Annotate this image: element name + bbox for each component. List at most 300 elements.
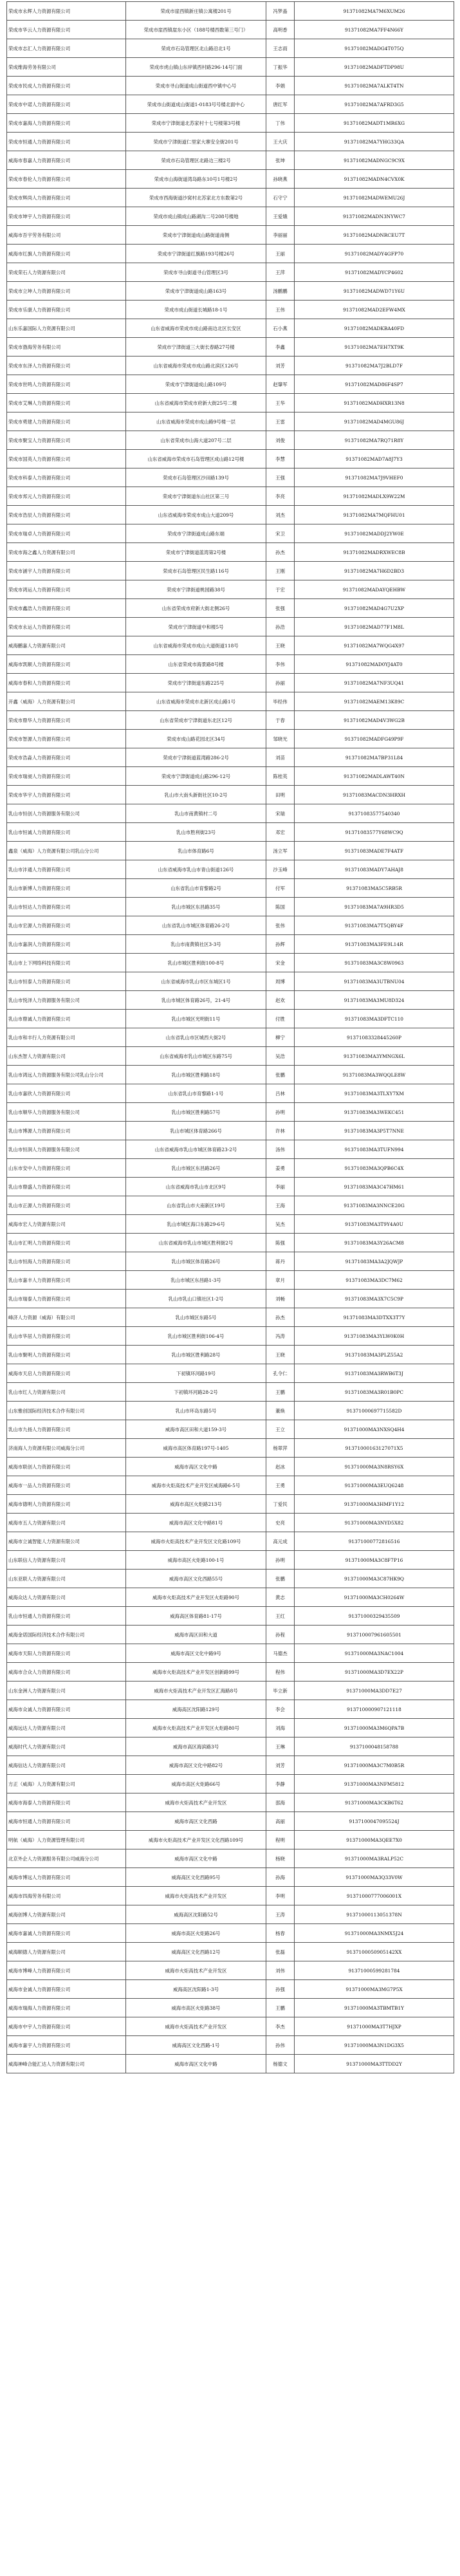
address-cell: 威海高区文化西路12号 (126, 1943, 266, 1961)
credit-code-cell: 91371082MA7BP31L84 (295, 748, 454, 767)
credit-code-cell: 91371083MA3Y26ACM8 (295, 1234, 454, 1252)
table-row (7, 58, 454, 77)
address-cell: 威海高区文化西路-1号 (126, 2036, 266, 2055)
table-row (7, 2, 454, 21)
company-name-cell: 威海市春和人力资源有限公司 (7, 674, 126, 692)
credit-code-cell: 91371083MA3TUFN994 (295, 1140, 454, 1159)
address-cell: 荣成市成山路花园北区34号 (126, 730, 266, 748)
legal-person-cell: 王强 (266, 468, 295, 487)
address-cell: 荣成市石岛管理区民生路116号 (126, 562, 266, 580)
table-row (7, 655, 454, 674)
company-name-cell: 威海市五人力资源有限公司 (7, 1514, 126, 1532)
credit-code-cell: 91371083MA3YMNGX6L (295, 1047, 454, 1066)
address-cell: 乳山市城区胜利路18号 (126, 1066, 266, 1084)
credit-code-cell: 91371000MA3C7M0B5R (295, 1756, 454, 1775)
company-name-cell: 乳山市汇明人力资源有限公司 (7, 1234, 126, 1252)
address-cell: 威海市火炬高技术产业开发区 (126, 2017, 266, 2036)
legal-person-cell: 孙强 (266, 1980, 295, 1999)
legal-person-cell: 王鹏 (266, 1383, 295, 1402)
credit-code-cell: 91371000MA3C87HK9Q (295, 1570, 454, 1588)
company-name-cell: 荣成市涵宇人力资源有限公司 (7, 562, 126, 580)
table-row (7, 1514, 454, 1532)
legal-person-cell: 王海 (266, 1196, 295, 1215)
legal-person-cell: 邹晓光 (266, 730, 295, 748)
company-name-cell: 威海市四海劳务有限公司 (7, 1887, 126, 1905)
table-row (7, 1402, 454, 1420)
table-row (7, 1682, 454, 1700)
table-row (7, 1066, 454, 1084)
address-cell: 荣成市山街道成山街道1-0183号号楼北面中心 (126, 95, 266, 114)
address-cell: 威海市高区体育路197号-1405 (126, 1439, 266, 1458)
legal-person-cell: 李慧 (266, 450, 295, 468)
address-cell: 荣成市宁津街道红旗路193号楼26号 (126, 245, 266, 263)
address-cell: 山东省乳山市大南新区19号 (126, 1196, 266, 1215)
company-name-cell: 威海众达人力资源有限公司 (7, 1588, 126, 1607)
legal-person-cell: 程明 (266, 1831, 295, 1849)
table-row (7, 1327, 454, 1346)
legal-person-cell: 宋金 (266, 954, 295, 972)
company-name-cell: 乳山市沣通人力资源有限公司 (7, 860, 126, 879)
company-name-cell: 乳山市嘉欣人力资源有限公司 (7, 1084, 126, 1103)
address-cell: 乳山市城区东昌路35号 (126, 898, 266, 916)
legal-person-cell: 于春 (266, 711, 295, 730)
address-cell: 山东省威海市荣成市成山大道街道118号 (126, 636, 266, 655)
legal-person-cell: 高元成 (266, 1532, 295, 1551)
legal-person-cell: 陈桂英 (266, 767, 295, 786)
company-name-cell: 山东雅创国际经济技术合作有限公司 (7, 1402, 126, 1420)
credit-code-cell: 91371083MA3C8W0963 (295, 954, 454, 972)
table-row (7, 1308, 454, 1327)
legal-person-cell: 刘苗 (266, 748, 295, 767)
address-cell: 威海市高区文化中路9号 (126, 1644, 266, 1663)
credit-code-cell: 91371000113051378N (295, 1905, 454, 1924)
credit-code-cell: 91371000MA3RALP52C (295, 1849, 454, 1868)
legal-person-cell: 丁伟 (266, 114, 295, 133)
credit-code-cell: 91371083MA3TLXY7XM (295, 1084, 454, 1103)
company-name-cell: 荣成市恒通人力资源有限公司 (7, 133, 126, 151)
credit-code-cell: 91371082MAD7A8J7Y3 (295, 450, 454, 468)
address-cell: 乳山市城区海口东路29-6号 (126, 1215, 266, 1234)
company-name-cell: 威海市合众人力资源有限公司 (7, 1663, 126, 1682)
legal-person-cell: 丁爱民 (266, 1495, 295, 1514)
registry-table (6, 1, 454, 2073)
legal-person-cell: 邵海 (266, 1793, 295, 1812)
credit-code-cell: 91371000MA3EUQ6248 (295, 1476, 454, 1495)
address-cell: 乳山市城区胜利街100-8号 (126, 954, 266, 972)
legal-person-cell: 李明 (266, 1887, 295, 1905)
address-cell: 荣成市石岛管理区北路边三楼2号 (126, 151, 266, 170)
address-cell: 荣成市宁津街道成山路296-12号 (126, 767, 266, 786)
address-cell: 山东省威海市荣成市成山大道209号 (126, 506, 266, 524)
table-row (7, 860, 454, 879)
company-name-cell: 威海市海泰人力资源有限公司 (7, 1793, 126, 1812)
legal-person-cell: 王立 (266, 1420, 295, 1439)
company-name-cell: 乳山市正源人力资源有限公司 (7, 1196, 126, 1215)
legal-person-cell: 姜勇 (266, 1159, 295, 1178)
table-row (7, 767, 454, 786)
legal-person-cell: 王琳 (266, 1737, 295, 1756)
company-name-cell: 荣成市勇建人力资源有限公司 (7, 412, 126, 431)
company-name-cell: 明航（威海）人力资源管理有限公司 (7, 1831, 126, 1849)
table-row (7, 1215, 454, 1234)
credit-code-cell: 91371083MA3MU8D324 (295, 991, 454, 1010)
credit-code-cell: 9137100050905142XX (295, 1943, 454, 1961)
company-name-cell: 威海市立诚智能人力资源有限公司 (7, 1532, 126, 1551)
company-name-cell: 北京外企人力资源服务有限公司威海分公司 (7, 1849, 126, 1868)
address-cell: 乳山市南黄镇村二号 (126, 804, 266, 823)
credit-code-cell: 91371082MAD86F4SP7 (295, 375, 454, 394)
company-name-cell: 乳山市九扬人力资源有限公司 (7, 1420, 126, 1439)
credit-code-cell: 91371000599281784 (295, 1961, 454, 1980)
address-cell: 乳山市城区体育路26号 (126, 1252, 266, 1271)
address-cell: 乳山市城区体育路266号 (126, 1122, 266, 1140)
legal-person-cell: 刘伟 (266, 1961, 295, 1980)
credit-code-cell: 91371082MADNRCEU7T (295, 226, 454, 245)
address-cell: 乳山市城区东昌路26号 (126, 1159, 266, 1178)
credit-code-cell: 91371082MADFG49P9F (295, 730, 454, 748)
legal-person-cell: 董焕 (266, 1402, 295, 1420)
company-name-cell: 乳山市上下网络科技有限公司 (7, 954, 126, 972)
table-row (7, 1495, 454, 1514)
company-name-cell: 乳山市鼎诚人力资源有限公司 (7, 1010, 126, 1028)
table-row (7, 1644, 454, 1663)
address-cell: 山东省威海市荣成市石岛管理区成山路12号楼 (126, 450, 266, 468)
address-cell: 山东省威海市乳山市城区胜利街2号 (126, 1234, 266, 1252)
credit-code-cell: 91371083MA3R01B0PC (295, 1383, 454, 1402)
company-name-cell: 乳山市瑞泰人力资源有限公司 (7, 1290, 126, 1308)
company-name-cell: 荣成荣石人力资源有限公司 (7, 263, 126, 282)
company-name-cell: 荣成市辉尚人力资源有限公司 (7, 189, 126, 207)
legal-person-cell: 史亮 (266, 1514, 295, 1532)
company-name-cell: 威海顺德人力资源有限公司 (7, 1943, 126, 1961)
company-name-cell: 荣成市渤海劳务有限公司 (7, 338, 126, 357)
credit-code-cell: 91371000MA3Q33V0W (295, 1868, 454, 1887)
company-name-cell: 山东杰智人力资源有限公司 (7, 1047, 126, 1066)
credit-code-cell: 91371083MADE7F4ATF (295, 842, 454, 860)
table-row (7, 431, 454, 450)
table-row (7, 1905, 454, 1924)
company-name-cell: 荣成市乐康人力资源有限公司 (7, 301, 126, 319)
legal-person-cell: 王刚 (266, 562, 295, 580)
company-name-cell: 山东金洲人力资源有限公司 (7, 1682, 126, 1700)
company-name-cell: 乳山市鼎盛人力资源有限公司 (7, 1178, 126, 1196)
address-cell: 山东省威海市荣成市成山路9号楼一层 (126, 412, 266, 431)
credit-code-cell: 91371083MA3DC7M62 (295, 1271, 454, 1290)
credit-code-cell: 91371082MA7RQ71R8Y (295, 431, 454, 450)
address-cell: 威海市火炬高技术产业开发区文化路109号 (126, 1532, 266, 1551)
legal-person-cell: 王丽 (266, 245, 295, 263)
legal-person-cell: 李鑫 (266, 338, 295, 357)
legal-person-cell: 柳宁 (266, 1028, 295, 1047)
table-row (7, 1439, 454, 1458)
legal-person-cell: 孙杰 (266, 543, 295, 562)
legal-person-cell: 李丽 (266, 1178, 295, 1196)
address-cell: 乳山市南黄镇社区3-3号 (126, 935, 266, 954)
address-cell: 荣成市宁津街道东路225号 (126, 674, 266, 692)
legal-person-cell: 石小燕 (266, 319, 295, 338)
legal-person-cell: 刘畅 (266, 1290, 295, 1308)
company-name-cell: 威海创博人力资源有限公司 (7, 1905, 126, 1924)
address-cell: 威海市火炬高技术产业开发区创新路99号 (126, 1663, 266, 1682)
credit-code-cell: 91371082MAD77F1M8L (295, 618, 454, 636)
address-cell: 威海高区体育路81-17号 (126, 1607, 266, 1626)
table-row (7, 263, 454, 282)
legal-person-cell: 孙程 (266, 1626, 295, 1644)
legal-person-cell: 马德杰 (266, 1644, 295, 1663)
credit-code-cell: 91371083MA7T5QBY4F (295, 916, 454, 935)
table-row (7, 748, 454, 767)
legal-person-cell: 于宏 (266, 580, 295, 599)
legal-person-cell: 毕经伟 (266, 692, 295, 711)
company-name-cell: 乳山市恒诚人力资源有限公司 (7, 823, 126, 842)
company-name-cell: 荣成市华宇人力资源有限公司 (7, 786, 126, 804)
address-cell: 威海市火炬高技术产业开发区 (126, 1887, 266, 1905)
credit-code-cell: 91371082MA7M6XUM26 (295, 2, 454, 21)
table-row (7, 618, 454, 636)
legal-person-cell: 孙明 (266, 1103, 295, 1122)
legal-person-cell: 李静 (266, 1775, 295, 1793)
credit-code-cell: 91371000772816516 (295, 1532, 454, 1551)
legal-person-cell: 赵肇军 (266, 375, 295, 394)
credit-code-cell: 91371082MADFTDP98U (295, 58, 454, 77)
legal-person-cell: 宋瑞 (266, 804, 295, 823)
address-cell: 荣成市宁津街道东山社区第三号 (126, 487, 266, 506)
credit-code-cell: 91371000MA3T7HJXP (295, 2017, 454, 2036)
credit-code-cell: 91371082MADY4GFP70 (295, 245, 454, 263)
company-name-cell: 荣成市坤宇人力资源有限公司 (7, 207, 126, 226)
address-cell: 乳山市环岛东路5号 (126, 1402, 266, 1420)
company-name-cell: 乳山市恒海人力资源有限公司 (7, 1252, 126, 1271)
legal-person-cell: 毕立新 (266, 1682, 295, 1700)
legal-person-cell: 孙伟 (266, 2036, 295, 2055)
company-name-cell: 鑫泉（威海）人力资源有限公司乳山分公司 (7, 842, 126, 860)
credit-code-cell: 91371000MA3CKB6T62 (295, 1793, 454, 1812)
table-row (7, 1122, 454, 1140)
table-row (7, 1458, 454, 1476)
legal-person-cell: 汤立军 (266, 842, 295, 860)
company-name-cell: 威海市德明人力资源有限公司 (7, 1495, 126, 1514)
credit-code-cell: 91371082MA7EH7XT9K (295, 338, 454, 357)
address-cell: 威海市火炬高技术产业开发区火炬路80号 (126, 1719, 266, 1737)
credit-code-cell: 91371082MADN3NYWC7 (295, 207, 454, 226)
credit-code-cell: 91371083MA3X7C5C9P (295, 1290, 454, 1308)
address-cell: 山东省威海市乳山市城区体育路23-2号 (126, 1140, 266, 1159)
address-cell: 乳山市城区东昌路1-3号 (126, 1271, 266, 1290)
credit-code-cell: 91371000MA3TTDD2Y (295, 2055, 454, 2073)
company-name-cell: 威海市金诚人力资源有限公司 (7, 1980, 126, 1999)
company-name-cell: 荣成市志汇人力资源有限公司 (7, 39, 126, 58)
address-cell: 威海市火炬高技术产业开发区文化西路109号 (126, 1831, 266, 1849)
credit-code-cell: 91371083MA3FE9L14R (295, 935, 454, 954)
table-row (7, 1234, 454, 1252)
company-name-cell: 乳山市恒达人力资源有限公司 (7, 898, 126, 916)
table-row (7, 1943, 454, 1961)
credit-code-cell: 91371082MADRXWEC8B (295, 543, 454, 562)
credit-code-cell: 91371083MA3T9Y4A0U (295, 1215, 454, 1234)
credit-code-cell: 91371082MAD4V3WG2B (295, 711, 454, 730)
company-name-cell: 荣成市民成人力资源有限公司 (7, 77, 126, 95)
legal-person-cell: 石守宁 (266, 189, 295, 207)
address-cell: 荣成市宁津街道北苏家村十七号楼第3号楼 (126, 114, 266, 133)
company-name-cell: 山东联信人力资源有限公司 (7, 1551, 126, 1570)
credit-code-cell: 9137100048158788 (295, 1737, 454, 1756)
legal-person-cell: 赵欢 (266, 991, 295, 1010)
address-cell: 荣成市成山街道长城路18-1号 (126, 301, 266, 319)
legal-person-cell: 汤鹏鹏 (266, 282, 295, 301)
address-cell: 威海高区沈阳路52号 (126, 1905, 266, 1924)
address-cell: 威海高区沈阳路129号 (126, 1700, 266, 1719)
address-cell: 山东省荣成市海景路8号楼 (126, 655, 266, 674)
address-cell: 威海市高区文化中路 (126, 1458, 266, 1476)
company-name-cell: 威海信达人力资源有限公司 (7, 1756, 126, 1775)
table-row (7, 842, 454, 860)
legal-person-cell: 李娟 (266, 77, 295, 95)
company-name-cell: 乳山市博源人力资源有限公司 (7, 1122, 126, 1140)
table-row (7, 1961, 454, 1980)
table-row (7, 1420, 454, 1439)
legal-person-cell: 蒋丹 (266, 1252, 295, 1271)
legal-person-cell: 孔令仁 (266, 1364, 295, 1383)
credit-code-cell: 91371083MA3PLZ55A2 (295, 1346, 454, 1364)
legal-person-cell: 孙杰 (266, 1308, 295, 1327)
credit-code-cell: 91371082MAD0YJ4AT0 (295, 655, 454, 674)
legal-person-cell: 王华 (266, 394, 295, 412)
table-row (7, 133, 454, 151)
legal-person-cell: 王爱娥 (266, 207, 295, 226)
credit-code-cell: 91371000MA3DD7E27 (295, 1682, 454, 1700)
credit-code-cell: 91371082MADWEMU26J (295, 189, 454, 207)
company-name-cell: 威海市联创人力资源有限公司 (7, 1458, 126, 1476)
legal-person-cell: 吴浩 (266, 1047, 295, 1066)
legal-person-cell: 周博 (266, 972, 295, 991)
credit-code-cell: 91371083MA7A9HR3D5 (295, 898, 454, 916)
company-name-cell: 乳山市嘉丰人力资源有限公司 (7, 1271, 126, 1290)
credit-code-cell: 91371082MAD4G7U2XP (295, 599, 454, 618)
table-row (7, 2055, 454, 2073)
table-row (7, 1047, 454, 1066)
company-name-cell: 威海市瑞海人力资源有限公司 (7, 1999, 126, 2017)
credit-code-cell: 91371083MA3RWB6T3J (295, 1364, 454, 1383)
table-row (7, 1737, 454, 1756)
table-row (7, 1626, 454, 1644)
address-cell: 威海市高区文化中路82号 (126, 1756, 266, 1775)
company-name-cell: 威海市中宇人力资源有限公司 (7, 2017, 126, 2036)
table-row (7, 1346, 454, 1364)
company-name-cell: 荣成市瑞昶人力资源有限公司 (7, 767, 126, 786)
table-row (7, 1849, 454, 1868)
credit-code-cell: 91371000MA3NAC1004 (295, 1644, 454, 1663)
credit-code-cell: 91371083MA3WQQLE8W (295, 1066, 454, 1084)
credit-code-cell: 91371082MA7J9VHEF0 (295, 468, 454, 487)
credit-code-cell: 91371082MAD2EFW4MX (295, 301, 454, 319)
table-row (7, 282, 454, 301)
table-row (7, 1793, 454, 1812)
legal-person-cell: 张磊 (266, 1943, 295, 1961)
credit-code-cell: 91371083MACDN3HRXH (295, 786, 454, 804)
legal-person-cell: 张鹏 (266, 1570, 295, 1588)
company-name-cell: 乳山市宏源人力资源有限公司 (7, 916, 126, 935)
legal-person-cell: 付军 (266, 879, 295, 898)
address-cell: 山东省威海市乳山市城区东路75号 (126, 1047, 266, 1066)
company-name-cell: 荣成市永辉人力资源有限公司 (7, 2, 126, 21)
address-cell: 荣成市崖西镇新庄镇公寓楼201号 (126, 2, 266, 21)
address-cell: 威海市高区田和大道159-3号 (126, 1420, 266, 1439)
address-cell: 荣成市西海街道沙窝村北苏家北方东数第2号 (126, 189, 266, 207)
credit-code-cell: 91371083MA3WEKC451 (295, 1103, 454, 1122)
table-row (7, 114, 454, 133)
legal-person-cell: 陈强 (266, 1234, 295, 1252)
company-name-cell: 荣成市鑫浩人力资源有限公司 (7, 599, 126, 618)
credit-code-cell: 91371000329435509 (295, 1607, 454, 1626)
table-row (7, 991, 454, 1010)
address-cell: 乳山市城区胜利路57号 (126, 1103, 266, 1122)
legal-person-cell: 张鹏 (266, 1066, 295, 1084)
company-name-cell: 方正（威海）人力资源有限公司 (7, 1775, 126, 1793)
address-cell: 山东省威海市荣成市北新区成山路1号 (126, 692, 266, 711)
table-row (7, 394, 454, 412)
credit-code-cell: 91371082MA7YHG33QA (295, 133, 454, 151)
table-row (7, 1607, 454, 1626)
legal-person-cell: 付胜 (266, 1010, 295, 1028)
company-name-cell: 荣成市浩淼人力资源有限公司 (7, 748, 126, 767)
credit-code-cell: 91371082MADYCP4602 (295, 263, 454, 282)
legal-person-cell: 孙明 (266, 1551, 295, 1570)
legal-person-cell: 孙晓燕 (266, 170, 295, 189)
address-cell: 威海市高区文化中路 (126, 2055, 266, 2073)
company-name-cell: 荣成市鸿运人力资源有限公司 (7, 580, 126, 599)
credit-code-cell: 91371082MA7MQFHU01 (295, 506, 454, 524)
address-cell: 乳山市大南头新街社区10-2号 (126, 786, 266, 804)
address-cell: 荣成市石岛管理区北山路沿北1号 (126, 39, 266, 58)
company-name-cell: 荣成市国英人力资源有限公司 (7, 450, 126, 468)
company-name-cell: 荣成市海之鑫人力资源有限公司 (7, 543, 126, 562)
table-row (7, 2036, 454, 2055)
address-cell: 威海市高区文化中路81号 (126, 1514, 266, 1532)
credit-code-cell: 91371083MA3NNCE20G (295, 1196, 454, 1215)
legal-person-cell: 高丽 (266, 1812, 295, 1831)
credit-code-cell: 91371083577Y68WC9Q (295, 823, 454, 842)
company-name-cell: 威海市众诚人力资源有限公司 (7, 1700, 126, 1719)
table-row (7, 1924, 454, 1943)
table-row (7, 898, 454, 916)
address-cell: 乳山市胜利街23号 (126, 823, 266, 842)
legal-person-cell: 王红 (266, 1607, 295, 1626)
company-name-cell: 开鑫（威海）人力资源有限公司 (7, 692, 126, 711)
address-cell: 荣成市成山镇成山路湖沟二号208号楼地 (126, 207, 266, 226)
company-name-cell: 荣成市聚宝人力资源有限公司 (7, 431, 126, 450)
credit-code-cell: 91371082MADN4CVX0K (295, 170, 454, 189)
legal-person-cell: 王勇 (266, 1476, 295, 1495)
credit-code-cell: 91371082MA7AFRD3G5 (295, 95, 454, 114)
credit-code-cell: 91371082MADLX9W22M (295, 487, 454, 506)
company-name-cell: 威海市宏人力资源有限公司 (7, 1215, 126, 1234)
table-row (7, 1532, 454, 1551)
legal-person-cell: 王雷 (266, 412, 295, 431)
address-cell: 荣成市山海街道湾岛路东10号1号楼2号 (126, 170, 266, 189)
address-cell: 山东省荣成市宁津街道东北区12号 (126, 711, 266, 730)
legal-person-cell: 王鹏 (266, 1999, 295, 2017)
legal-person-cell: 张强 (266, 599, 295, 618)
address-cell: 威海市高区文化西路55号 (126, 1570, 266, 1588)
address-cell: 乳山市城区光明街11号 (126, 1010, 266, 1028)
table-row (7, 207, 454, 226)
credit-code-cell: 91371000MA3N1DG3X5 (295, 2036, 454, 2055)
table-row (7, 1570, 454, 1588)
table-row (7, 1103, 454, 1122)
address-cell: 荣成市虎山镇山东岸镇西村路296-14号门面 (126, 58, 266, 77)
credit-code-cell: 91371000MA3CH0264W (295, 1588, 454, 1607)
table-row (7, 151, 454, 170)
